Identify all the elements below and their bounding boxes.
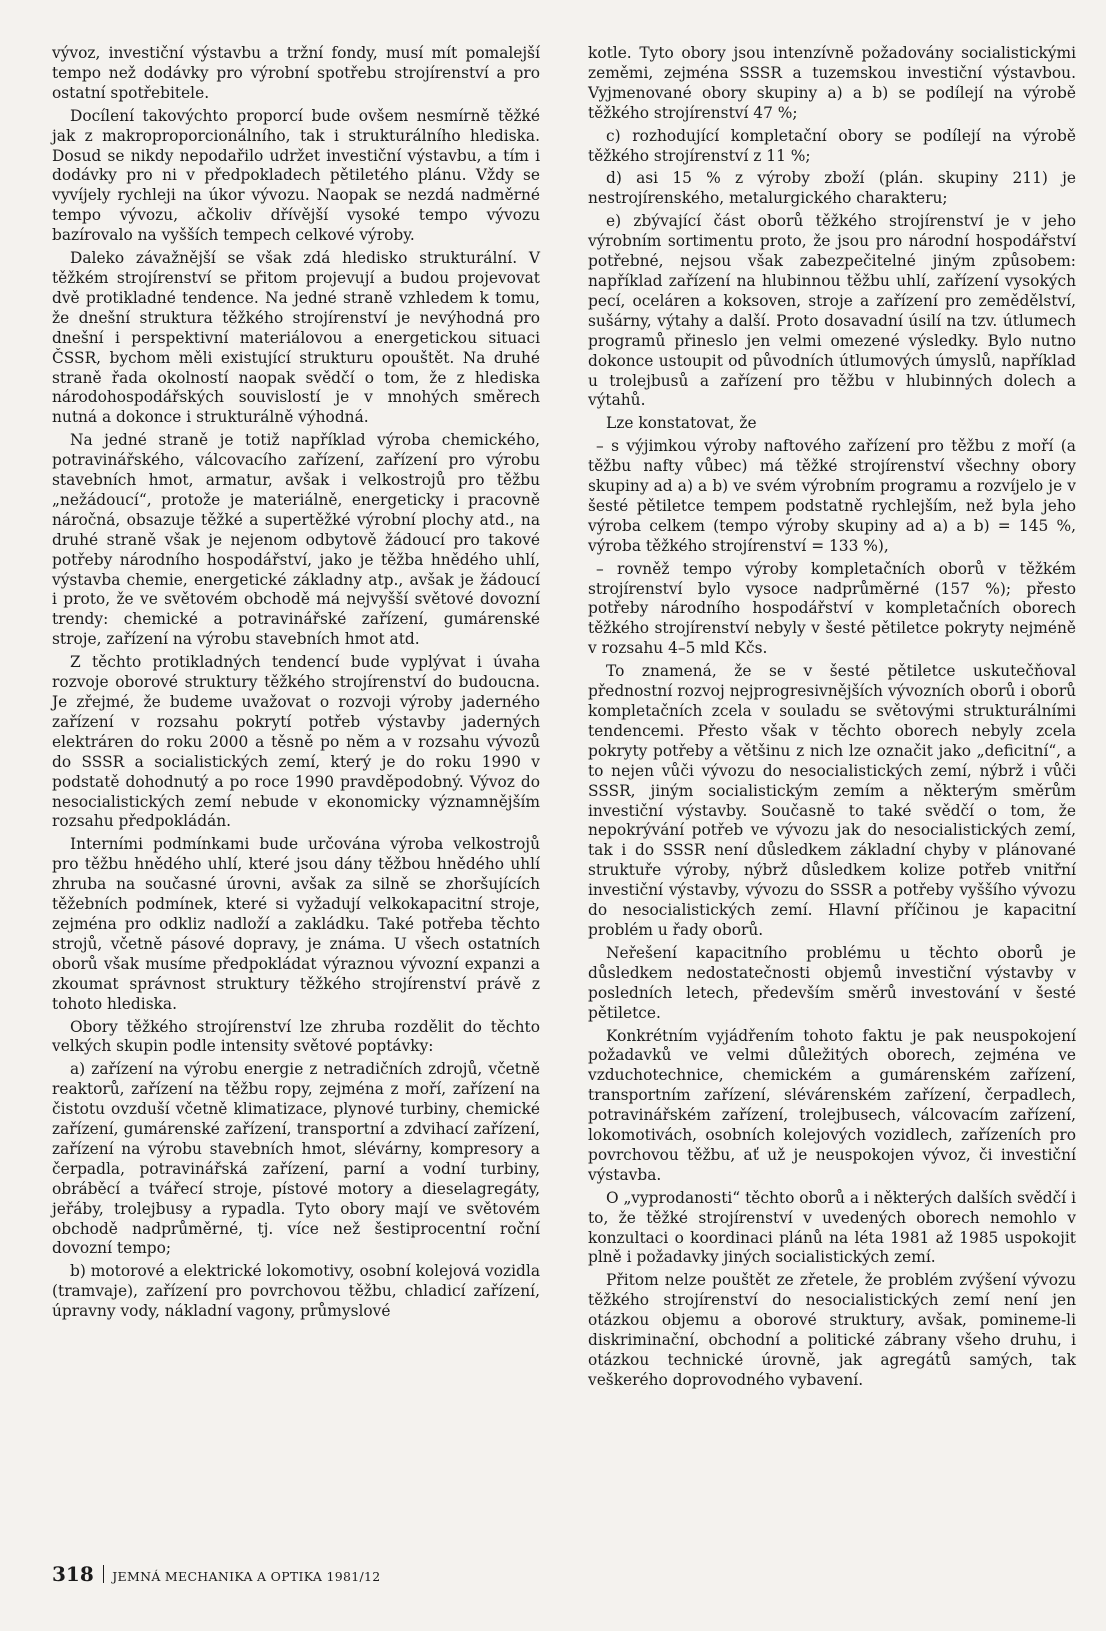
list-item-c: c) rozhodující kompletační obory se podílejí na výrobě těžkého strojírenství z 11 %; [588, 126, 1076, 165]
paragraph: Neřešení kapacitního problému u těchto oborů je důsledkem nedostatečnosti objemů investiční výstavby v posledních letech, především směrů investování v šesté pětiletce. [588, 943, 1076, 1022]
paragraph: Obory těžkého strojírenství lze zhruba rozdělit do těchto velkých skupin podle intensity světové poptávky: [52, 1017, 540, 1056]
paragraph: Konkrétním vyjádřením tohoto faktu je pak neuspokojení požadavků ve velmi důležitých oborech, zejména ve vzduchotechnice, chemickém a gumárenském zařízení, transportním zařízení, slévárenském zařízení, čerpadlech, potravinářském zařízení, trolejbusech, válcovacím zařízení, lokomotivách, osobních kolejových vozidlech, zařízeních pro povrchovou těžbu, ať už je neuspokojen vývoz, či investiční výstavba. [588, 1026, 1076, 1184]
paragraph: Lze konstatovat, že [606, 414, 757, 433]
list-item-d: d) asi 15 % z výroby zboží (plán. skupiny 211) je nestrojírenského, metalurgického charakteru; [588, 169, 1076, 208]
dash-item: – s výjimkou výroby naftového zařízení pro těžbu z moří (a těžbu nafty vůbec) má těžké strojírenství všechny obory skupiny ad a) a b) ve svém výrobním programu a rozvíjelo je v šesté pětiletce tempem podstatně rychlejším, než byla jeho výroba celkem (tempo výroby skupiny ad a) a b) = 145 %, výroba těžkého strojírenství = 133 %), [588, 437, 1076, 555]
paragraph: kotle. Tyto obory jsou intenzívně požadovány socialistickými zeměmi, zejména SSSR a tuzemskou investiční výstavbou. Vyjmenované obory skupiny a) a b) se podílejí na výrobě těžkého strojírenství 47 %; [588, 44, 1076, 122]
paragraph: Docílení takovýchto proporcí bude ovšem nesmírně těžké jak z makroproporcionálního, tak i strukturálního hlediska. Dosud se nikdy nepodařilo udržet investiční výstavbu, a tím i dodávky pro ni v předpokladech pětiletého plánu. Vždy se vyvíjely rychleji na úkor vývozu. Naopak se nezdá nadměrné tempo vývozu, ačkoliv dřívější vysoké tempo vývozu bazírovalo na vyšších tempech celkové výroby. [52, 106, 540, 245]
list-item-b: b) motorové a elektrické lokomotivy, osobní kolejová vozidla (tramvaje), zařízení pro povrchovou těžbu, chladicí zařízení, úpravny vody, nákladní vagony, průmyslové [52, 1262, 540, 1321]
paragraph: Přitom nelze pouštět ze zřetele, že problém zvýšení vývozu těžkého strojírenství do nesocialistických zemí není jen otázkou objemu a oborové struktury, avšak, pomineme-li diskriminační, obchodní a politické zábrany všeho druhu, i otázkou technické úrovně, jak agregátů samých, tak veškerého doprovodného vybavení. [588, 1271, 1076, 1389]
journal-title: JEMNÁ MECHANIKA A OPTIKA 1981/12 [112, 1569, 381, 1584]
paragraph: Daleko závažnější se však zdá hledisko strukturální. V těžkém strojírenství se přitom projevují a budou projevovat dvě protikladné tendence. Na jedné straně vzhledem k tomu, že dnešní struktura těžkého strojírenství je nevýhodná pro dnešní i perspektivní materiálovou a energetickou situaci ČSSR, bychom měli existující strukturu opouštět. Na druhé straně řada okolností naopak svědčí o tom, že z hlediska národohospodářských souvislostí je v mnohých směrech nutná a dokonce i strukturálně výhodná. [52, 249, 540, 427]
paragraph: Na jedné straně je totiž například výroba chemického, potravinářského, válcovacího zařízení, zařízení pro výrobu stavebních hmot, armatur, avšak i velkostrojů pro těžbu „nežádoucí“, protože je materiálně, energeticky i pracovně náročná, obsazuje těžké a supertěžké výrobní plochy atd., na druhé straně však je nejenom odbytově žádoucí pro takové potřeby národního hospodářství, jako je těžba hnědého uhlí, výstavba chemie, energetické základny atp., avšak je žádoucí i proto, že ve světovém obchodě má nejvyšší světové dovozní trendy: chemické a potravinářské zařízení, gumárenské stroje, zařízení na výrobu stavebních hmot atd. [52, 431, 540, 649]
list-item-a: a) zařízení na výrobu energie z netradičních zdrojů, včetně reaktorů, zařízení na těžbu ropy, zejména z moří, zařízení na čistotu ovzduší včetně klimatizace, plynové turbiny, chemické zařízení, gumárenské zařízení, transportní a zdvihací zařízení, zařízení na výrobu stavebních hmot, slévárny, kompresory a čerpadla, potravinářská zařízení, parní a vodní turbiny, obráběcí a tvářecí stroje, pístové motory a dieselagregáty, jeřáby, trolejbusy a rypadla. Tyto obory mají ve světovém obchodě nadprůměrné, tj. více než šestiprocentní roční dovozní tempo; [52, 1060, 540, 1258]
right-column [588, 44, 1076, 1394]
left-column [52, 44, 540, 1325]
paragraph: vývoz, investiční výstavbu a tržní fondy, musí mít pomalejší tempo než dodávky pro výrobní spotřebu strojírenství a pro ostatní spotřebitele. [52, 44, 540, 102]
paragraph: O „vyprodanosti“ těchto oborů a i některých dalších svědčí i to, že těžké strojírenství v uvedených oborech nemohlo v konzultaci o koordinaci plánů na léta 1981 až 1985 uspokojit plně i požadavky jiných socialistických zemí. [588, 1188, 1076, 1267]
page-footer [52, 1562, 381, 1586]
page-number: 318 [52, 1562, 94, 1586]
paragraph: To znamená, že se v šesté pětiletce uskutečňoval přednostní rozvoj nejprogresivnějších vývozních oborů i oborů kompletačních zcela v souladu se světovými strukturálními tendencemi. Přesto však v těchto oborech nebyly zcela pokryty potřeby a většinu z nich lze označit jako „deficitní“, a to nejen vůči vývozu do nesocialistických zemí, nýbrž i vůči SSSR, jiným socialistickým zemím a některým směrům investiční výstavby. Současně to také svědčí o tom, že nepokrývání potřeb ve vývozu jak do nesocialistických zemí, tak i do SSSR není důsledkem základní chyby v plánované struktuře výroby, nýbrž důsledkem kolize potřeb vnitřní investiční výstavby, vývozu do SSSR a potřeby vyššího vývozu do nesocialistických zemí. Hlavní příčinou je kapacitní problém u řady oborů. [588, 662, 1076, 939]
dash-item: – rovněž tempo výroby kompletačních oborů v těžkém strojírenství bylo vysoce nadprůměrné (157 %); přesto potřeby národního hospodářství v kompletačních oborech těžkého strojírenství nebyly v šesté pětiletce pokryty nejméně v rozsahu 4–5 mld Kčs. [588, 559, 1076, 658]
paragraph: Interními podmínkami bude určována výroba velkostrojů pro těžbu hnědého uhlí, které jsou dány těžbou hnědého uhlí zhruba na současné úrovni, avšak za silně se zhoršujících těžebních podmínek, které si vyžadují velkokapacitní stroje, zejména pro odkliz nadloží a zakládku. Také potřeba těchto strojů, včetně pásové dopravy, je známa. U všech ostatních oborů však musíme předpokládat výraznou vývozní expanzi a zkoumat správnost struktury těžkého strojírenství právě z tohoto hlediska. [52, 835, 540, 1013]
paragraph: Z těchto protikladných tendencí bude vyplývat i úvaha rozvoje oborové struktury těžkého strojírenství do budoucna. Je zřejmé, že budeme uvažovat o rozvoji výroby jaderného zařízení v rozsahu pokrytí potřeb výstavby jaderných elektráren do roku 2000 a těsně po něm a v rozsahu vývozů do SSSR a socialistických zemí, který je do roku 1990 v podstatě dohodnutý a po roce 1990 pravděpodobný. Vývoz do nesocialistických zemí nebude v ekonomicky významnějším rozsahu předpokládán. [52, 653, 540, 831]
footer-divider [103, 1565, 105, 1583]
list-item-e: e) zbývající část oborů těžkého strojírenství je v jeho výrobním sortimentu proto, že jsou pro národní hospodářství potřebné, nejsou však zabezpečitelné jiným způsobem: například zařízení na hlubinnou těžbu uhlí, zařízení vysokých pecí, oceláren a koksoven, stroje a zařízení pro zemědělství, sušárny, výtahy a další. Proto dosavadní úsilí na tzv. útlumech programů přineslo jen velmi omezené výsledky. Bylo nutno dokonce ustoupit od původních útlumových úmyslů, například u trolejbusů a zařízení pro těžbu v hlubinných dolech a výtahů. [588, 212, 1076, 410]
